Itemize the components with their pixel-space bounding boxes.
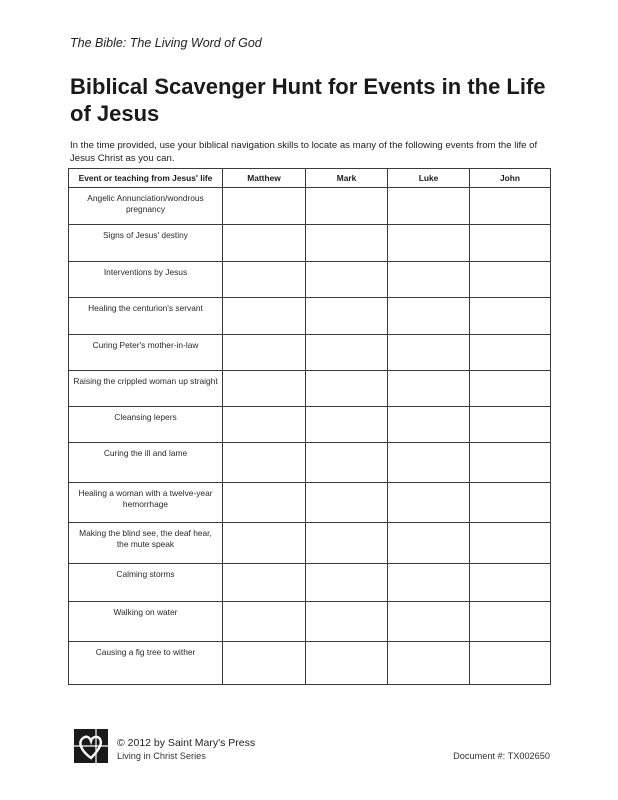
matthew-answer-cell[interactable] — [223, 225, 306, 262]
series-title: The Bible: The Living Word of God — [70, 36, 262, 50]
event-cell: Healing a woman with a twelve-year hemorrhage — [69, 483, 223, 523]
john-answer-cell[interactable] — [470, 602, 551, 642]
table-row — [69, 642, 551, 685]
luke-answer-cell[interactable] — [388, 298, 470, 335]
mark-answer-cell[interactable] — [306, 483, 388, 523]
luke-answer-cell[interactable] — [388, 335, 470, 371]
event-cell: Curing Peter's mother-in-law — [69, 335, 223, 371]
luke-answer-cell[interactable] — [388, 564, 470, 602]
table-row — [69, 298, 551, 335]
table-row — [69, 483, 551, 523]
event-cell: Interventions by Jesus — [69, 262, 223, 298]
mark-answer-cell[interactable] — [306, 523, 388, 564]
john-answer-cell[interactable] — [470, 642, 551, 685]
event-cell: Calming storms — [69, 564, 223, 602]
matthew-answer-cell[interactable] — [223, 262, 306, 298]
mark-answer-cell[interactable] — [306, 642, 388, 685]
luke-answer-cell[interactable] — [388, 262, 470, 298]
event-cell: Raising the crippled woman up straight — [69, 371, 223, 407]
john-answer-cell[interactable] — [470, 523, 551, 564]
event-cell: Curing the ill and lame — [69, 443, 223, 483]
event-cell: Angelic Annunciation/wondrous pregnancy — [69, 188, 223, 225]
column-header-matthew: Matthew — [223, 169, 306, 188]
matthew-answer-cell[interactable] — [223, 523, 306, 564]
mark-answer-cell[interactable] — [306, 602, 388, 642]
luke-answer-cell[interactable] — [388, 188, 470, 225]
table-row — [69, 523, 551, 564]
copyright-text: © 2012 by Saint Mary's Press — [117, 737, 256, 749]
mark-answer-cell[interactable] — [306, 564, 388, 602]
matthew-answer-cell[interactable] — [223, 298, 306, 335]
heart-cross-logo-icon — [74, 729, 108, 763]
table-row — [69, 407, 551, 443]
john-answer-cell[interactable] — [470, 483, 551, 523]
event-cell: Signs of Jesus' destiny — [69, 225, 223, 262]
john-answer-cell[interactable] — [470, 443, 551, 483]
mark-answer-cell[interactable] — [306, 371, 388, 407]
matthew-answer-cell[interactable] — [223, 443, 306, 483]
matthew-answer-cell[interactable] — [223, 188, 306, 225]
luke-answer-cell[interactable] — [388, 523, 470, 564]
table-row — [69, 443, 551, 483]
table-row — [69, 188, 551, 225]
luke-answer-cell[interactable] — [388, 483, 470, 523]
john-answer-cell[interactable] — [470, 371, 551, 407]
mark-answer-cell[interactable] — [306, 262, 388, 298]
mark-answer-cell[interactable] — [306, 298, 388, 335]
table-header-row — [69, 169, 551, 188]
matthew-answer-cell[interactable] — [223, 407, 306, 443]
event-cell: Healing the centurion's servant — [69, 298, 223, 335]
luke-answer-cell[interactable] — [388, 407, 470, 443]
luke-answer-cell[interactable] — [388, 602, 470, 642]
matthew-answer-cell[interactable] — [223, 483, 306, 523]
matthew-answer-cell[interactable] — [223, 335, 306, 371]
mark-answer-cell[interactable] — [306, 407, 388, 443]
event-cell: Walking on water — [69, 602, 223, 642]
page-title: Biblical Scavenger Hunt for Events in the Life of Jesus — [70, 74, 546, 126]
table-body — [69, 188, 551, 685]
intro-text: In the time provided, use your biblical navigation skills to locate as many of the following events from the life of Jesus Christ as you can. — [70, 140, 538, 164]
john-answer-cell[interactable] — [470, 262, 551, 298]
matthew-answer-cell[interactable] — [223, 564, 306, 602]
table-row — [69, 225, 551, 262]
table-row — [69, 371, 551, 407]
table-row — [69, 602, 551, 642]
matthew-answer-cell[interactable] — [223, 371, 306, 407]
john-answer-cell[interactable] — [470, 407, 551, 443]
column-header-event: Event or teaching from Jesus' life — [69, 169, 223, 188]
matthew-answer-cell[interactable] — [223, 602, 306, 642]
mark-answer-cell[interactable] — [306, 188, 388, 225]
event-cell: Making the blind see, the deaf hear, the mute speak — [69, 523, 223, 564]
luke-answer-cell[interactable] — [388, 371, 470, 407]
john-answer-cell[interactable] — [470, 564, 551, 602]
event-cell: Cleansing lepers — [69, 407, 223, 443]
mark-answer-cell[interactable] — [306, 335, 388, 371]
luke-answer-cell[interactable] — [388, 642, 470, 685]
matthew-answer-cell[interactable] — [223, 642, 306, 685]
mark-answer-cell[interactable] — [306, 443, 388, 483]
column-header-john: John — [470, 169, 551, 188]
table-row — [69, 564, 551, 602]
john-answer-cell[interactable] — [470, 298, 551, 335]
luke-answer-cell[interactable] — [388, 443, 470, 483]
document-number: Document #: TX002650 — [453, 751, 550, 761]
john-answer-cell[interactable] — [470, 188, 551, 225]
column-header-mark: Mark — [306, 169, 388, 188]
column-header-luke: Luke — [388, 169, 470, 188]
event-cell: Causing a fig tree to wither — [69, 642, 223, 685]
series-name: Living in Christ Series — [117, 751, 206, 761]
scavenger-hunt-table — [68, 168, 551, 685]
john-answer-cell[interactable] — [470, 335, 551, 371]
table-row — [69, 335, 551, 371]
luke-answer-cell[interactable] — [388, 225, 470, 262]
john-answer-cell[interactable] — [470, 225, 551, 262]
mark-answer-cell[interactable] — [306, 225, 388, 262]
table-row — [69, 262, 551, 298]
